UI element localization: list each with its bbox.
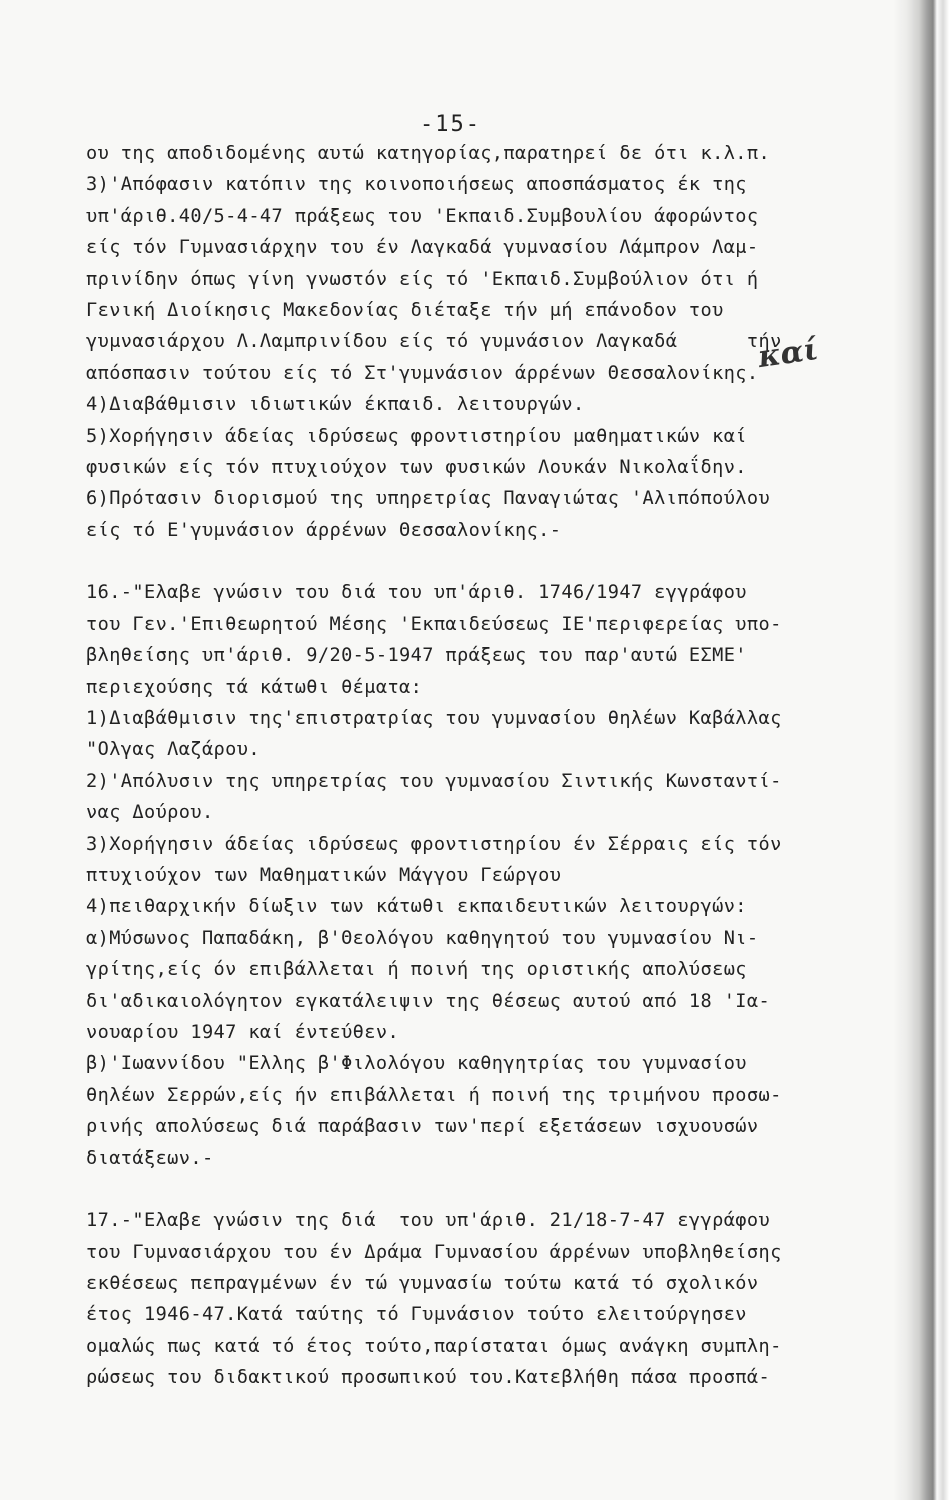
text-line: νας Δούρου. (86, 802, 214, 824)
text-line: υπ'άριθ.40/5-4-47 πράξεως του 'Εκπαιδ.Συμβουλίου άφορώντος (86, 205, 759, 227)
text-line: 4)πειθαρχικήν δίωξιν των κάτωθι εκπαιδευτικών λειτουργών: (86, 896, 747, 918)
text-line: "Ολγας Λαζάρου. (86, 739, 260, 761)
text-line: 5)Χορήγησιν άδείας ιδρύσεως φροντιστηρίου μαθηματικών καί (86, 425, 747, 447)
text-line: 1)Διαβάθμισιν της'επιστρατρίας του γυμνασίου θηλέων Καβάλλας (86, 708, 782, 730)
text-line: ομαλώς πως κατά τό έτος τούτο,παρίσταται όμως ανάγκη συμπλη- (86, 1335, 782, 1357)
text-line: του Γεν.'Επιθεωρητού Μέσης 'Εκπαιδεύσεως ΙΕ'περιφερείας υπο- (86, 613, 782, 635)
page-number: -15- (420, 112, 481, 137)
text-line: περιεχούσης τά κάτωθι θέματα: (86, 676, 423, 698)
text-line: ρώσεως του διδακτικού προσωπικού του.Κατεβλήθη πάσα προσπά- (86, 1367, 771, 1389)
text-line: 16.-"Ελαβε γνώσιν του διά του υπ'άριθ. 1746/1947 εγγράφου (86, 582, 747, 604)
text-line: 6)Πρότασιν διορισμού της υπηρετρίας Παναγιώτας 'Αλιπόπούλου (86, 488, 771, 510)
text-line: πρινίδην όπως γίνη γνωστόν είς τό 'Εκπαιδ.Συμβούλιον ότι ή (86, 268, 759, 290)
text-line: διατάξεων.- (86, 1147, 214, 1169)
text-line: α)Μύσωνος Παπαδάκη, β'Θεολόγου καθηγητού του γυμνασίου Νι- (86, 927, 759, 949)
text-line: νουαρίου 1947 καί έντεύθεν. (86, 1021, 400, 1043)
text-line: βληθείσης υπ'άριθ. 9/20-5-1947 πράξεως του παρ'αυτώ ΕΣΜΕ' (86, 645, 747, 667)
binding-shadow (893, 0, 949, 1500)
text-line: γυμνασιάρχου Λ.Λαμπρινίδου είς τό γυμνάσιον Λαγκαδά τήν (86, 331, 782, 353)
text-line: είς τό Ε'γυμνάσιον άρρένων Θεσσαλονίκης.- (86, 519, 562, 541)
text-line: γρίτης,είς όν επιβάλλεται ή ποινή της οριστικής απολύσεως (86, 959, 747, 981)
text-line: πτυχιούχον των Μαθηματικών Μάγγου Γεώργου (86, 864, 562, 886)
text-line: έτος 1946-47.Κατά ταύτης τό Γυμνάσιον τούτο ελειτούργησεν (86, 1304, 747, 1326)
text-line: του Γυμνασιάρχου του έν Δράμα Γυμνασίου άρρένων υποβληθείσης (86, 1241, 782, 1263)
text-line: 2)'Απόλυσιν της υπηρετρίας του γυμνασίου Σιντικής Κωνσταντί- (86, 770, 782, 792)
text-line: εκθέσεως πεπραγμένων έν τώ γυμνασίω τούτω κατά τό σχολικόν (86, 1273, 759, 1295)
text-line: 3)'Απόφασιν κατόπιν της κοινοποιήσεως αποσπάσματος έκ της (86, 174, 747, 196)
paragraph-gap (86, 1174, 898, 1205)
text-line: β)'Ιωαννίδου "Ελλης β'Φιλολόγου καθηγητρίας του γυμνασίου (86, 1053, 747, 1075)
handwritten-annotation: καί (755, 331, 821, 376)
text-line: ου της αποδιδομένης αυτώ κατηγορίας,παρατηρεί δε ότι κ.λ.π. (86, 143, 771, 164)
text-line: απόσπασιν τούτου είς τό Στ'γυμνάσιον άρρένων Θεσσαλονίκης. (86, 362, 759, 384)
typewritten-text (86, 138, 898, 1394)
paragraph-gap (86, 546, 898, 577)
text-line: Γενική Διοίκησις Μακεδονίας διέταξε τήν μή επάνοδον του (86, 299, 724, 321)
text-line: ρινής απολύσεως διά παράβασιν των'περί εξετάσεων ισχυουσών (86, 1116, 759, 1138)
text-line: δι'αδικαιολόγητον εγκατάλειψιν της θέσεως αυτού από 18 'Ια- (86, 990, 771, 1012)
text-line: θηλέων Σερρών,είς ήν επιβάλλεται ή ποινή της τριμήνου προσω- (86, 1084, 782, 1106)
text-line: φυσικών είς τόν πτυχιούχον των φυσικών Λουκάν Νικολαΐδην. (86, 456, 747, 478)
text-line: 4)Διαβάθμισιν ιδιωτικών έκπαιδ. λειτουργών. (86, 394, 585, 416)
text-line: 3)Χορήγησιν άδείας ιδρύσεως φροντιστηρίου έν Σέρραις είς τόν (86, 833, 782, 855)
text-line: είς τόν Γυμνασιάρχην του έν Λαγκαδά γυμνασίου Λάμπρον Λαμ- (86, 237, 759, 259)
text-line: 17.-"Ελαβε γνώσιν της διά του υπ'άριθ. 21/18-7-47 εγγράφου (86, 1210, 771, 1232)
